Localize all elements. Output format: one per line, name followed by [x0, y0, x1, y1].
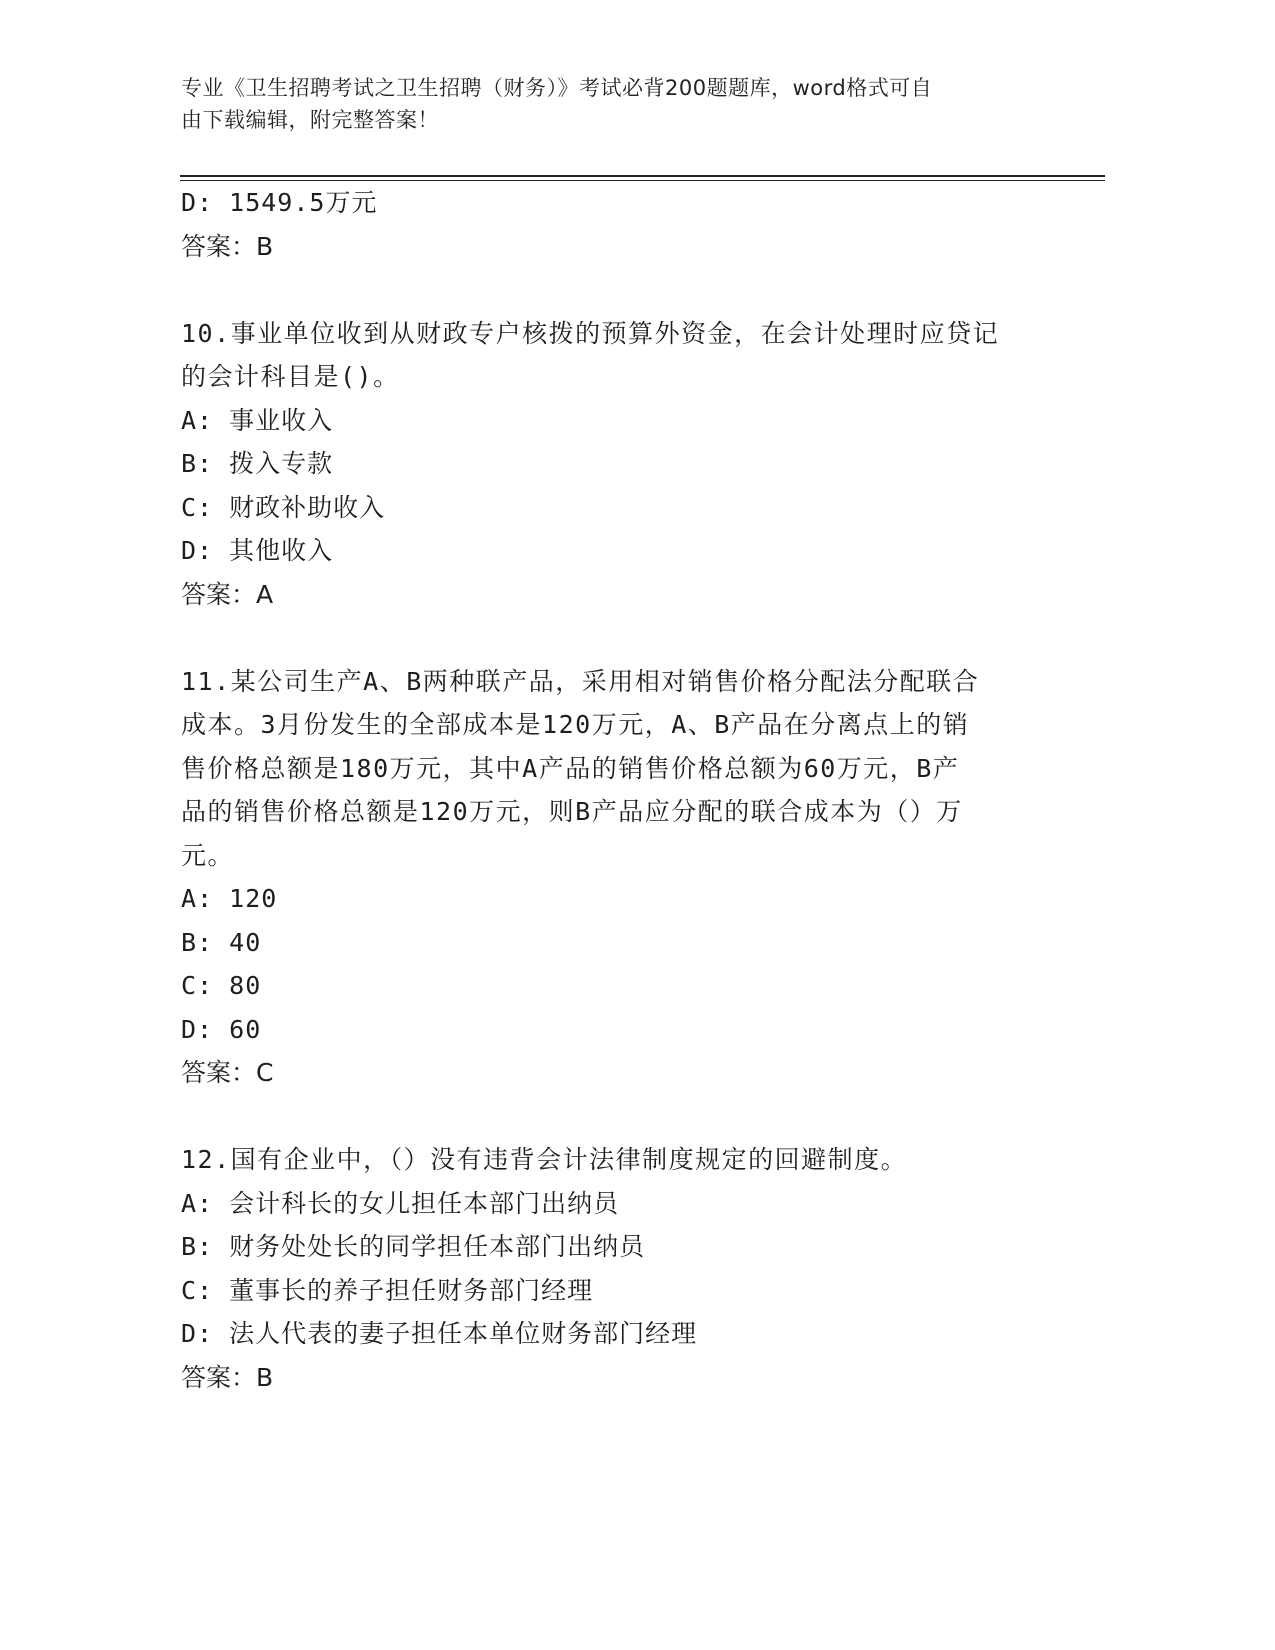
option-d: D: 其他收入 [181, 536, 334, 565]
question-block-12 [181, 1138, 1061, 1399]
question-stem-line: 元。 [181, 840, 235, 870]
question-block-9-tail [181, 181, 1061, 268]
spacer [181, 268, 1061, 312]
option-c: C: 董事长的养子担任财务部门经理 [181, 1275, 594, 1305]
option-a: A: 事业收入 [181, 405, 334, 435]
option-d: D: 1549.5万元 [181, 188, 378, 217]
spacer [181, 616, 1061, 660]
question-stem-line: 售价格总额是180万元，其中A产品的销售价格总额为60万元，B产 [181, 753, 960, 783]
question-block-11 [181, 660, 1061, 1095]
question-stem-line: 品的销售价格总额是120万元，则B产品应分配的联合成本为（）万 [181, 797, 963, 826]
option-b: B: 40 [181, 927, 262, 957]
question-stem-line: 10.事业单位收到从财政专户核拨的预算外资金，在会计处理时应贷记 [181, 318, 1000, 348]
option-d: D: 60 [181, 1014, 262, 1044]
question-stem-line: 的会计科目是()。 [181, 362, 400, 391]
spacer [181, 1095, 1061, 1139]
option-d: D: 法人代表的妻子担任本单位财务部门经理 [181, 1319, 698, 1348]
document-body [181, 181, 1061, 1399]
question-stem [181, 660, 1031, 878]
question-stem-line: 11.某公司生产A、B两种联产品，采用相对销售价格分配法分配联合 [181, 666, 980, 696]
option-b: B: 拨入专款 [181, 449, 334, 478]
option-a: A: 会计科长的女儿担任本部门出纳员 [181, 1188, 620, 1218]
option-c: C: 财政补助收入 [181, 492, 386, 522]
question-stem-line: 成本。3月份发生的全部成本是120万元，A、B产品在分离点上的销 [181, 710, 970, 739]
option-b: B: 财务处处长的同学担任本部门出纳员 [181, 1232, 646, 1261]
option-a: A: 120 [181, 884, 278, 913]
answer-label: 答案：B [181, 231, 274, 261]
answer-label: 答案：C [181, 1058, 274, 1087]
header-divider [180, 175, 1105, 177]
answer-label: 答案：B [181, 1362, 274, 1392]
question-block-10 [181, 312, 1061, 617]
question-stem [181, 1138, 1031, 1182]
question-stem [181, 312, 1031, 399]
option-c: C: 80 [181, 971, 262, 1000]
answer-label: 答案：A [181, 579, 274, 609]
header-title-line-1: 专业《卫生招聘考试之卫生招聘（财务）》考试必背200题题库，word格式可自 [181, 76, 933, 100]
header-title-line-2: 由下载编辑，附完整答案！ [181, 108, 439, 132]
page-header [181, 72, 1041, 136]
question-stem-line: 12.国有企业中，（）没有违背会计法律制度规定的回避制度。 [181, 1145, 908, 1174]
